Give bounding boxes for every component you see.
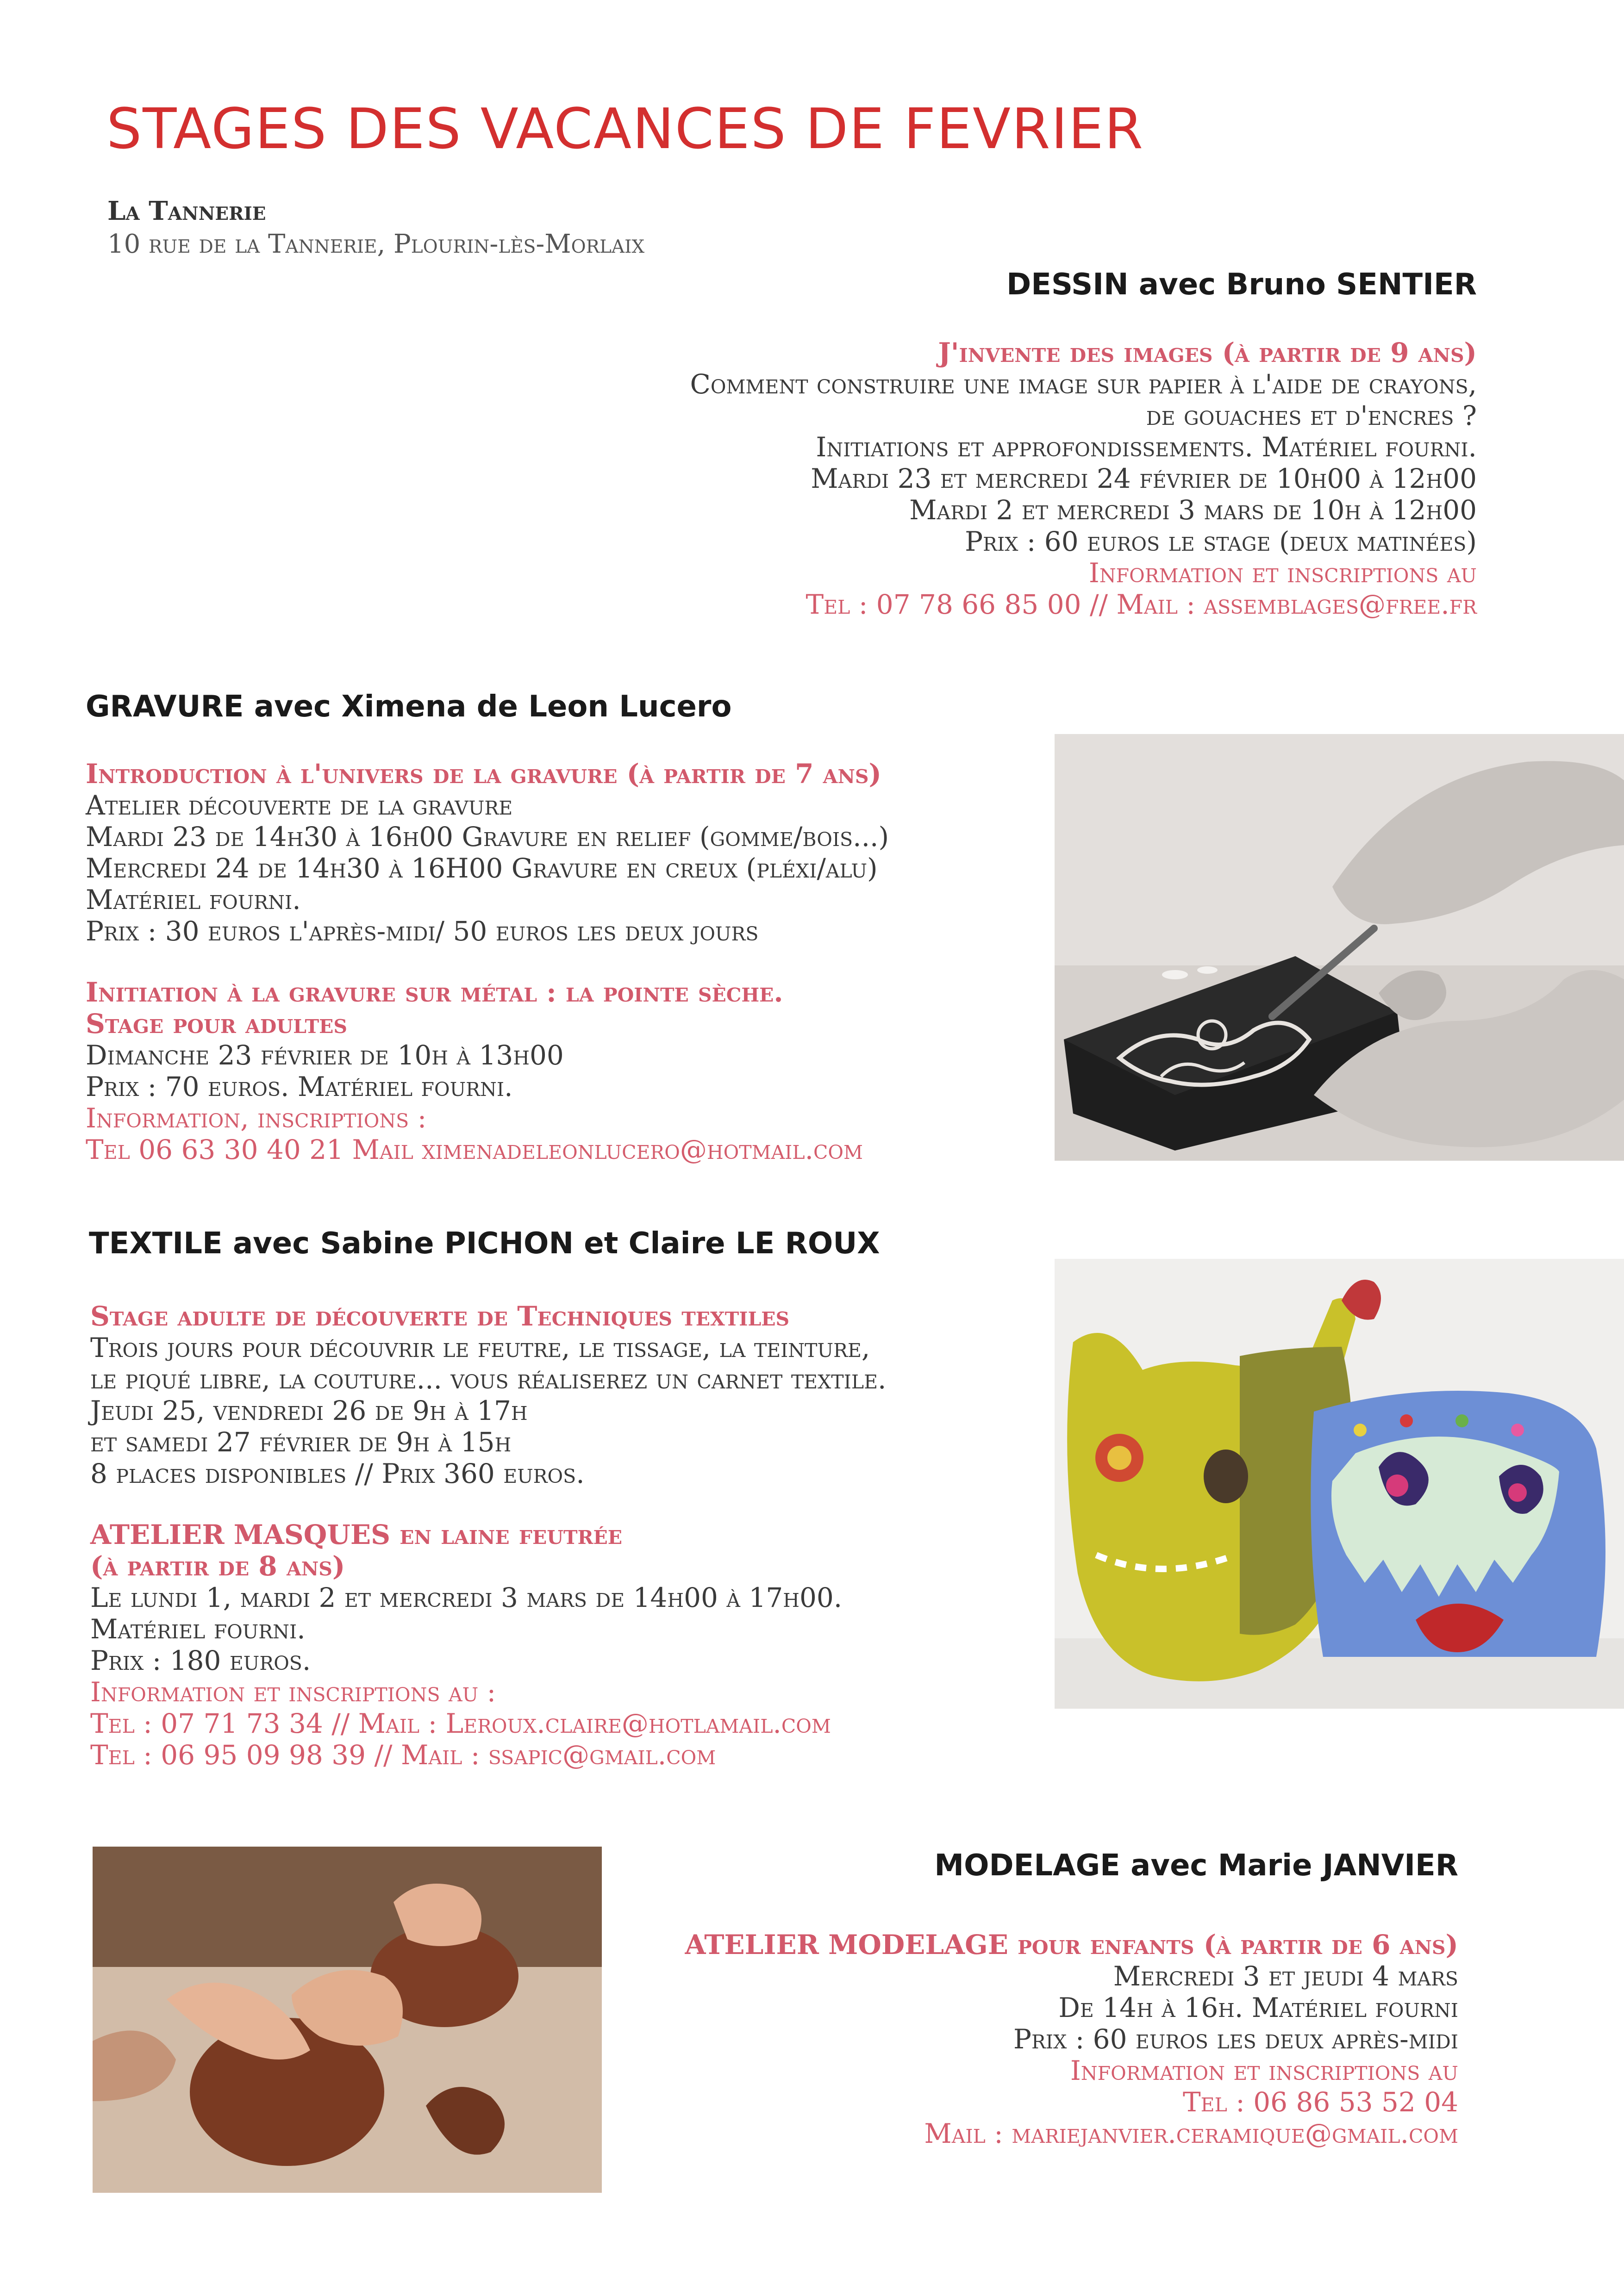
modelage-line: De 14h à 16h. Matériel fourni: [1058, 1992, 1458, 2023]
modelage-photo: [93, 1847, 602, 2193]
modelage-info: Information et inscriptions au: [1070, 2055, 1458, 2086]
dessin-line: de gouaches et d'encres ?: [1146, 400, 1477, 431]
textile-line: Trois jours pour découvrir le feutre, le tissage, la teinture,: [90, 1332, 870, 1363]
engraving-illustration: [1055, 734, 1624, 1161]
gravure-info: Information, inscriptions :: [86, 1102, 427, 1134]
textile-heading: TEXTILE avec Sabine PICHON et Claire LE ROUX: [89, 1226, 880, 1261]
textile-line: le piqué libre, la couture... vous réaliserez un carnet textile.: [90, 1363, 887, 1395]
textile-details: [90, 1300, 886, 1771]
dessin-heading: DESSIN avec Bruno SENTIER: [1006, 268, 1477, 302]
textile-line: Matériel fourni.: [90, 1613, 306, 1645]
textile-line: Le lundi 1, mardi 2 et mercredi 3 mars de 14h00 à 17h00.: [90, 1582, 843, 1613]
modelage-details: [685, 1929, 1458, 2149]
dessin-subtitle: J'invente des images (à partir de 9 ans): [938, 337, 1477, 368]
modelage-illustration: [93, 1847, 602, 2193]
textile-line: et samedi 27 février de 9h à 15h: [90, 1426, 512, 1458]
gravure-info: Tel 06 63 30 40 21 Mail ximenadeleonlucero@hotmail.com: [86, 1134, 863, 1165]
felt-masks-illustration: [1055, 1259, 1624, 1709]
gravure-subtitle: Introduction à l'univers de la gravure (à partir de 7 ans): [86, 758, 881, 790]
textile-subtitle: (à partir de 8 ans): [90, 1550, 345, 1582]
modelage-info: Mail : mariejanvier.ceramique@gmail.com: [924, 2118, 1458, 2149]
dessin-info: Information et inscriptions au: [1088, 557, 1477, 589]
modelage-heading: MODELAGE avec Marie JANVIER: [934, 1848, 1458, 1883]
venue-block: [107, 194, 644, 261]
textile-info: Tel : 07 71 73 34 // Mail : Leroux.claire@hotlamail.com: [90, 1708, 831, 1739]
textile-line: 8 places disponibles // Prix 360 euros.: [90, 1458, 585, 1489]
textile-info: Information et inscriptions au :: [90, 1676, 496, 1708]
page-title: STAGES DES VACANCES DE FEVRIER: [106, 97, 1144, 162]
dessin-line: Mardi 23 et mercredi 24 février de 10h00 à 12h00: [811, 463, 1477, 494]
modelage-line: Mercredi 3 et jeudi 4 mars: [1113, 1960, 1458, 1992]
textile-info: Tel : 06 95 09 98 39 // Mail : ssapic@gmail.com: [90, 1739, 716, 1771]
felt-masks-photo: [1055, 1259, 1624, 1709]
textile-line: Prix : 180 euros.: [90, 1645, 311, 1676]
textile-line: Jeudi 25, vendredi 26 de 9h à 17h: [90, 1395, 528, 1426]
gravure-line: Prix : 30 euros l'après-midi/ 50 euros les deux jours: [86, 915, 759, 947]
dessin-line: Comment construire une image sur papier à l'aide de crayons,: [690, 368, 1477, 400]
gravure-line: Matériel fourni.: [86, 884, 301, 915]
dessin-info: Tel : 07 78 66 85 00 // Mail : assemblages@free.fr: [806, 589, 1477, 620]
venue-address: 10 rue de la Tannerie, Plourin-lès-Morlaix: [107, 229, 645, 259]
gravure-line: Dimanche 23 février de 10h à 13h00: [86, 1039, 564, 1071]
dessin-line: Mardi 2 et mercredi 3 mars de 10h à 12h00: [909, 494, 1477, 526]
gravure-heading: GRAVURE avec Ximena de Leon Lucero: [86, 690, 732, 724]
gravure-details: [86, 758, 889, 1165]
gravure-line: Mardi 23 de 14h30 à 16h00 Gravure en relief (gomme/bois...): [86, 821, 889, 852]
engraving-photo: [1055, 734, 1624, 1161]
dessin-line: Prix : 60 euros le stage (deux matinées): [965, 526, 1477, 557]
textile-subtitle: Stage adulte de découverte de Techniques textiles: [90, 1300, 790, 1332]
modelage-subtitle: ATELIER MODELAGE pour enfants (à partir de 6 ans): [685, 1929, 1458, 1960]
dessin-line: Initiations et approfondissements. Matériel fourni.: [816, 431, 1477, 463]
dessin-details: [690, 337, 1477, 620]
gravure-line: Mercredi 24 de 14h30 à 16H00 Gravure en creux (pléxi/alu): [86, 852, 878, 884]
textile-subtitle: ATELIER MASQUES en laine feutrée: [90, 1519, 623, 1550]
modelage-line: Prix : 60 euros les deux après-midi: [1013, 2023, 1458, 2055]
venue-name: La Tannerie: [107, 196, 266, 226]
gravure-line: Prix : 70 euros. Matériel fourni.: [86, 1071, 513, 1102]
gravure-line: Atelier découverte de la gravure: [86, 790, 513, 821]
modelage-info: Tel : 06 86 53 52 04: [1182, 2086, 1458, 2118]
gravure-subtitle: Initiation à la gravure sur métal : la pointe sèche.: [86, 977, 783, 1008]
gravure-subtitle: Stage pour adultes: [86, 1008, 347, 1039]
